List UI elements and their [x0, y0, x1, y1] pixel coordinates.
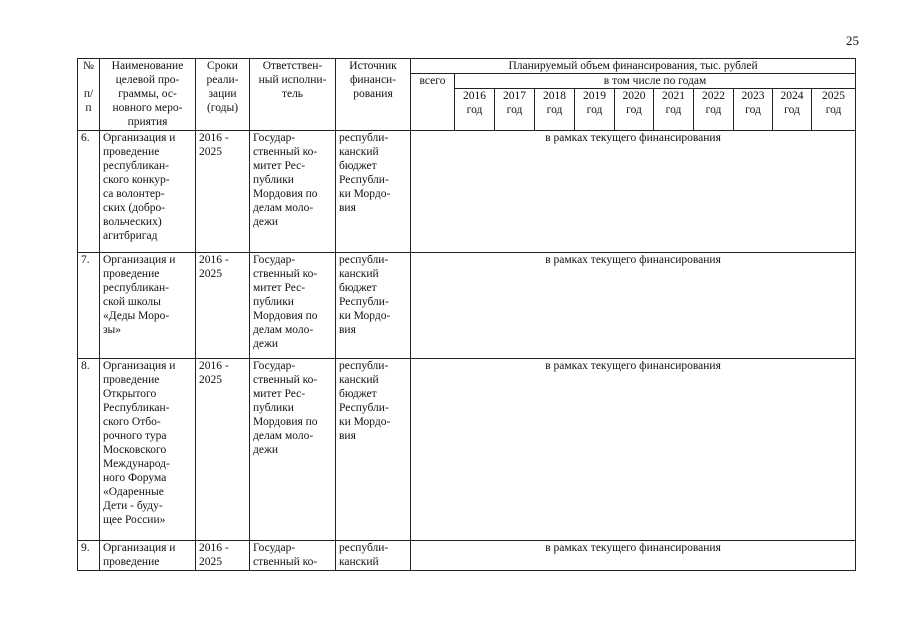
table-row — [78, 359, 856, 541]
row-terms: 2016 - 2025 — [196, 541, 250, 571]
header-year: 2024 год — [773, 89, 812, 131]
row-executor: Государ- ственный ко- — [250, 541, 336, 571]
header-num: № п/ п — [78, 59, 100, 131]
row-source: республи- канский — [336, 541, 411, 571]
table-row — [78, 541, 856, 571]
header-year: 2017 год — [495, 89, 535, 131]
header-terms: Сроки реали- зации (годы) — [196, 59, 250, 131]
row-financing: в рамках текущего финансирования — [411, 131, 856, 253]
header-total: всего — [411, 74, 455, 131]
header-source: Источник финанси- рования — [336, 59, 411, 131]
header-year: 2023 год — [734, 89, 773, 131]
financing-table — [77, 58, 856, 571]
row-source: республи- канский бюджет Республи- ки Мордо- вия — [336, 253, 411, 359]
row-source: республи- канский бюджет Республи- ки Мордо- вия — [336, 131, 411, 253]
row-name: Организация и проведение республикан- ского конкур- са волонтер- ских (добро- вольческих) агитбригад — [100, 131, 196, 253]
page-number: 25 — [846, 33, 859, 48]
row-terms: 2016 - 2025 — [196, 359, 250, 541]
row-num: 8. — [78, 359, 100, 541]
row-financing: в рамках текущего финансирования — [411, 359, 856, 541]
header-by-years: в том числе по годам — [455, 74, 856, 89]
row-num: 9. — [78, 541, 100, 571]
header-executor: Ответствен- ный исполни- тель — [250, 59, 336, 131]
row-num: 7. — [78, 253, 100, 359]
header-year: 2019 год — [575, 89, 615, 131]
row-name: Организация и проведение — [100, 541, 196, 571]
row-executor: Государ- ственный ко- митет Рес- публики Мордовия по делам моло- дежи — [250, 253, 336, 359]
row-name: Организация и проведение республикан- ской школы «Деды Моро- зы» — [100, 253, 196, 359]
row-financing: в рамках текущего финансирования — [411, 253, 856, 359]
header-row-1 — [78, 59, 856, 74]
row-financing: в рамках текущего финансирования — [411, 541, 856, 571]
header-year: 2021 год — [654, 89, 694, 131]
header-name: Наименование целевой про- граммы, ос- новного меро- приятия — [100, 59, 196, 131]
row-source: республи- канский бюджет Республи- ки Мордо- вия — [336, 359, 411, 541]
header-year: 2016 год — [455, 89, 495, 131]
row-terms: 2016 - 2025 — [196, 253, 250, 359]
row-terms: 2016 - 2025 — [196, 131, 250, 253]
row-num: 6. — [78, 131, 100, 253]
row-executor: Государ- ственный ко- митет Рес- публики Мордовия по делам моло- дежи — [250, 359, 336, 541]
row-executor: Государ- ственный ко- митет Рес- публики Мордовия по делам моло- дежи — [250, 131, 336, 253]
table-row — [78, 253, 856, 359]
table-row — [78, 131, 856, 253]
row-name: Организация и проведение Открытого Республикан- ского Отбо- рочного тура Московского Международ- ного Форума «Одаренные Дети - буду- щее России» — [100, 359, 196, 541]
header-year: 2022 год — [694, 89, 734, 131]
header-year: 2018 год — [535, 89, 575, 131]
header-year: 2020 год — [615, 89, 654, 131]
header-planned: Планируемый объем финансирования, тыс. рублей — [411, 59, 856, 74]
header-year: 2025 год — [812, 89, 856, 131]
